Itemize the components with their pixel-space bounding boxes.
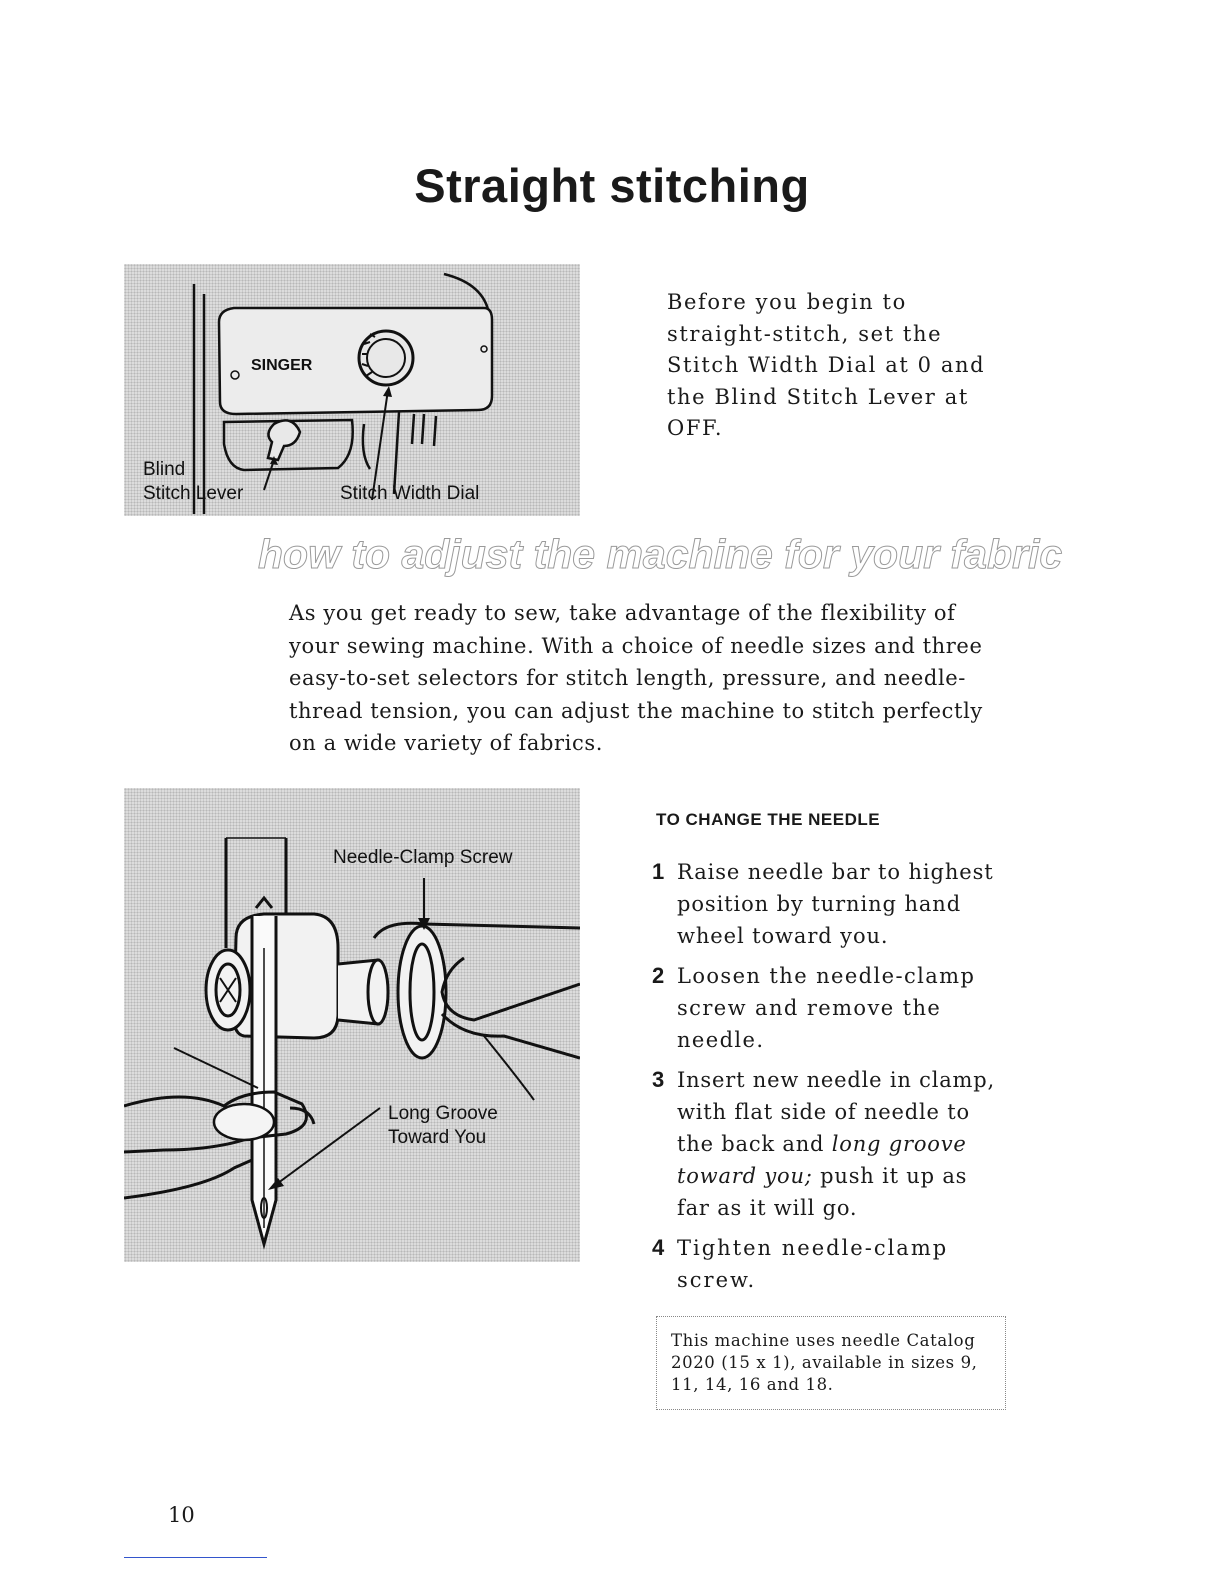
step-text-part: push it up as far as it will go. [677,1164,968,1220]
step-text-emphasis: long groove toward you; [677,1132,967,1188]
list-item [652,960,1000,1056]
figure-needle-clamp [124,788,580,1262]
step-number: 4 [652,1235,666,1260]
label-needle-clamp-screw: Needle-Clamp Screw [333,847,513,868]
step-number: 2 [652,963,666,988]
brand-logo: SINGER [251,357,313,374]
label-toward-you: Toward You [388,1127,487,1148]
needle-note: This machine uses needle Catalog 2020 (15 x 1), available in sizes 9, 11, 14, 16 and 18. [656,1316,1006,1410]
label-stitch-width-dial: Stitch Width Dial [340,483,480,504]
step-text: Tighten needle-clamp screw. [677,1236,949,1292]
figure-stitch-width-dial [124,264,580,516]
label-long-groove: Long Groove [388,1103,498,1124]
stitch-width-dial-icon [359,331,413,385]
step-number: 3 [652,1067,666,1092]
step-text-part: Insert new needle in clamp, with flat side of needle to the back and [677,1068,995,1156]
body-paragraph: As you get ready to sew, take advantage of the flexibility of your sewing machine. With a choice of needle sizes and three easy-to-set selectors for stitch length, pressure, and needle-thread tension, you can adjust the machine to stitch perfectly on a wide variety of fabrics. [289,601,983,755]
instruction-steps [652,856,1000,1304]
list-item [652,1064,1000,1224]
list-item [652,1232,1000,1296]
machine-panel-illustration [124,264,580,516]
section-subtitle: how to adjust the machine for your fabric [258,531,1063,577]
step-text: Raise needle bar to highest position by turning hand wheel toward you. [677,860,994,948]
finger-icon [214,1104,274,1140]
blind-stitch-lever-icon [268,420,300,460]
label-blind: Blind [143,459,186,480]
footer-rule [124,1557,267,1558]
intro-text: Before you begin to straight-stitch, set the Stitch Width Dial at 0 and the Blind Stitch Lever at OFF. [667,290,986,440]
step-text [677,1064,1000,1224]
step-number: 1 [652,859,666,884]
section-heading: TO CHANGE THE NEEDLE [656,810,881,829]
step-text: Loosen the needle-clamp screw and remove the needle. [677,964,976,1052]
page-title: Straight stitching [414,159,810,212]
label-blind-stitch-lever: Stitch Lever [143,483,244,504]
list-item [652,856,1000,952]
page-number: 10 [168,1503,195,1527]
